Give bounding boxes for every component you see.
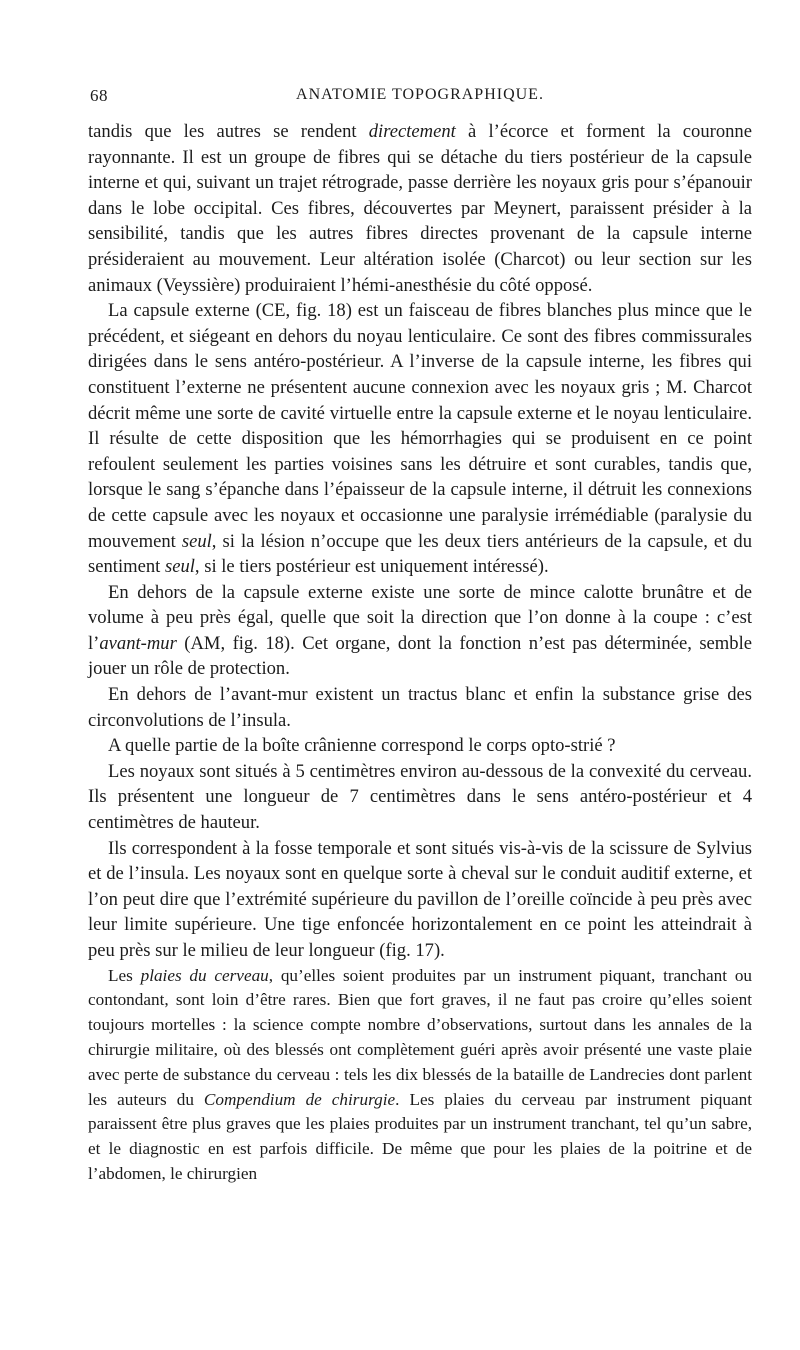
page-header	[90, 86, 750, 110]
italic-text-run: Compendium de chirurgie	[203, 1089, 396, 1109]
text-run: Les	[108, 965, 141, 985]
paragraph	[88, 733, 752, 759]
text-run: tandis que les autres se rendent	[88, 121, 369, 142]
paragraph	[88, 964, 752, 1187]
paragraph	[88, 759, 752, 836]
paragraph	[88, 682, 752, 733]
italic-text-run: avant-mur	[99, 632, 177, 654]
running-title: ANATOMIE TOPOGRAPHIQUE.	[296, 86, 544, 103]
paragraph	[88, 580, 752, 682]
text-run: . Les plaies du cerveau par instrument piquant paraissent être plus graves que les plaies produites par un instrument tranchant, tel qu’un sabre, et le diagnostic en est parfois difficile. De même que pour les plaies de la poitrine et de l’abdomen, le chirurgien	[88, 1089, 752, 1183]
italic-text-run: seul	[164, 556, 195, 578]
text-run: (AM, fig. 18). Cet organe, dont la fonction n’est pas déterminée, semble jouer un rôle de protection.	[88, 632, 752, 680]
text-run: En dehors de l’avant-mur existent un tractus blanc et enfin la substance grise des circonvolutions de l’insula.	[88, 684, 752, 731]
italic-text-run: plaies du cerveau	[140, 965, 269, 985]
text-run: En dehors de la capsule externe existe une sorte de mince calotte brunâtre et de volume à peu près égal, quelle que soit la direction que l’on donne à la coupe : c’est l’	[88, 581, 752, 654]
body-text	[88, 119, 752, 1187]
text-run: Les noyaux sont situés à 5 centimètres environ au-dessous de la convexité du cerveau. Ils présentent une longueur de 7 centimètres dans le sens antéro-postérieur et 4 centimètres de hauteur.	[88, 760, 752, 834]
paragraph	[88, 836, 752, 964]
text-run: Ils correspondent à la fosse temporale et sont situés vis-à-vis de la scissure de Sylvius et de l’insula. Les noyaux sont en quelque sorte à cheval sur le conduit auditif externe, et l’on peut dire que l’extrémité supérieure du pavillon de l’oreille coïncide à peu près avec leur limite supérieure. Une tige enfoncée horizontalement en ce point les atteindrait à peu près sur le milieu de leur longueur (fig. 17).	[88, 837, 752, 961]
italic-text-run: seul	[181, 530, 212, 552]
italic-text-run: directement	[368, 121, 456, 142]
text-run: A quelle partie de la boîte crânienne correspond le corps opto-strié ?	[108, 735, 616, 757]
text-run: La capsule externe (CE, fig. 18) est un faisceau de fibres blanches plus mince que le précédent, et siégeant en dehors du noyau lenticulaire. Ce sont des fibres commissurales dirigées dans le sens antéro-postérieur. A l’inverse de la capsule interne, les fibres qui constituent l’externe ne présentent aucune connexion avec les noyaux gris ; M. Charcot décrit même une sorte de cavité virtuelle entre la capsule externe et le noyau lenticulaire. Il résulte de cette disposition que les hémorrhagies qui se produisent en ce point refoulent seulement les parties voisines sans les détruire et sont curables, tandis que, lorsque le sang s’épanche dans l’épaisseur de la capsule interne, il détruit les connexions de cette capsule avec les noyaux et occasionne une paralysie irrémédiable (paralysie du mouvement	[88, 300, 752, 552]
text-run: à l’écorce et forment la couronne rayonnante. Il est un groupe de fibres qui se détache du tiers postérieur de la capsule interne et qui, suivant un trajet rétrograde, passe derrière les noyaux gris pour s’épanouir dans le lobe occipital. Ces fibres, découvertes par Meynert, paraissent présider à la sensibilité, tandis que les autres fibres directes provenant de la capsule interne présideraient au mouvement. Leur altération isolée (Charcot) ou leur section sur les animaux (Veyssière) produiraient l’hémi-anesthésie du côté opposé.	[88, 121, 752, 296]
paragraph	[88, 298, 752, 580]
page-number: 68	[90, 86, 108, 105]
paragraph	[88, 119, 752, 298]
text-run: , si le tiers postérieur est uniquement intéressé).	[194, 556, 549, 578]
text-run: , qu’elles soient produites par un instrument piquant, tranchant ou contondant, sont loin d’être rares. Bien que fort graves, il ne faut pas croire qu’elles soient toujours mortelles : la science compte nombre d’observations, surtout dans les annales de la chirurgie militaire, où des blessés ont complètement guéri après avoir présenté une vaste plaie avec perte de substance du cerveau : tels les dix blessés de la bataille de Landrecies dont parlent les auteurs du	[88, 965, 753, 1109]
text-run: , si la lésion n’occupe que les deux tiers antérieurs de la capsule, et du sentiment	[88, 530, 752, 578]
